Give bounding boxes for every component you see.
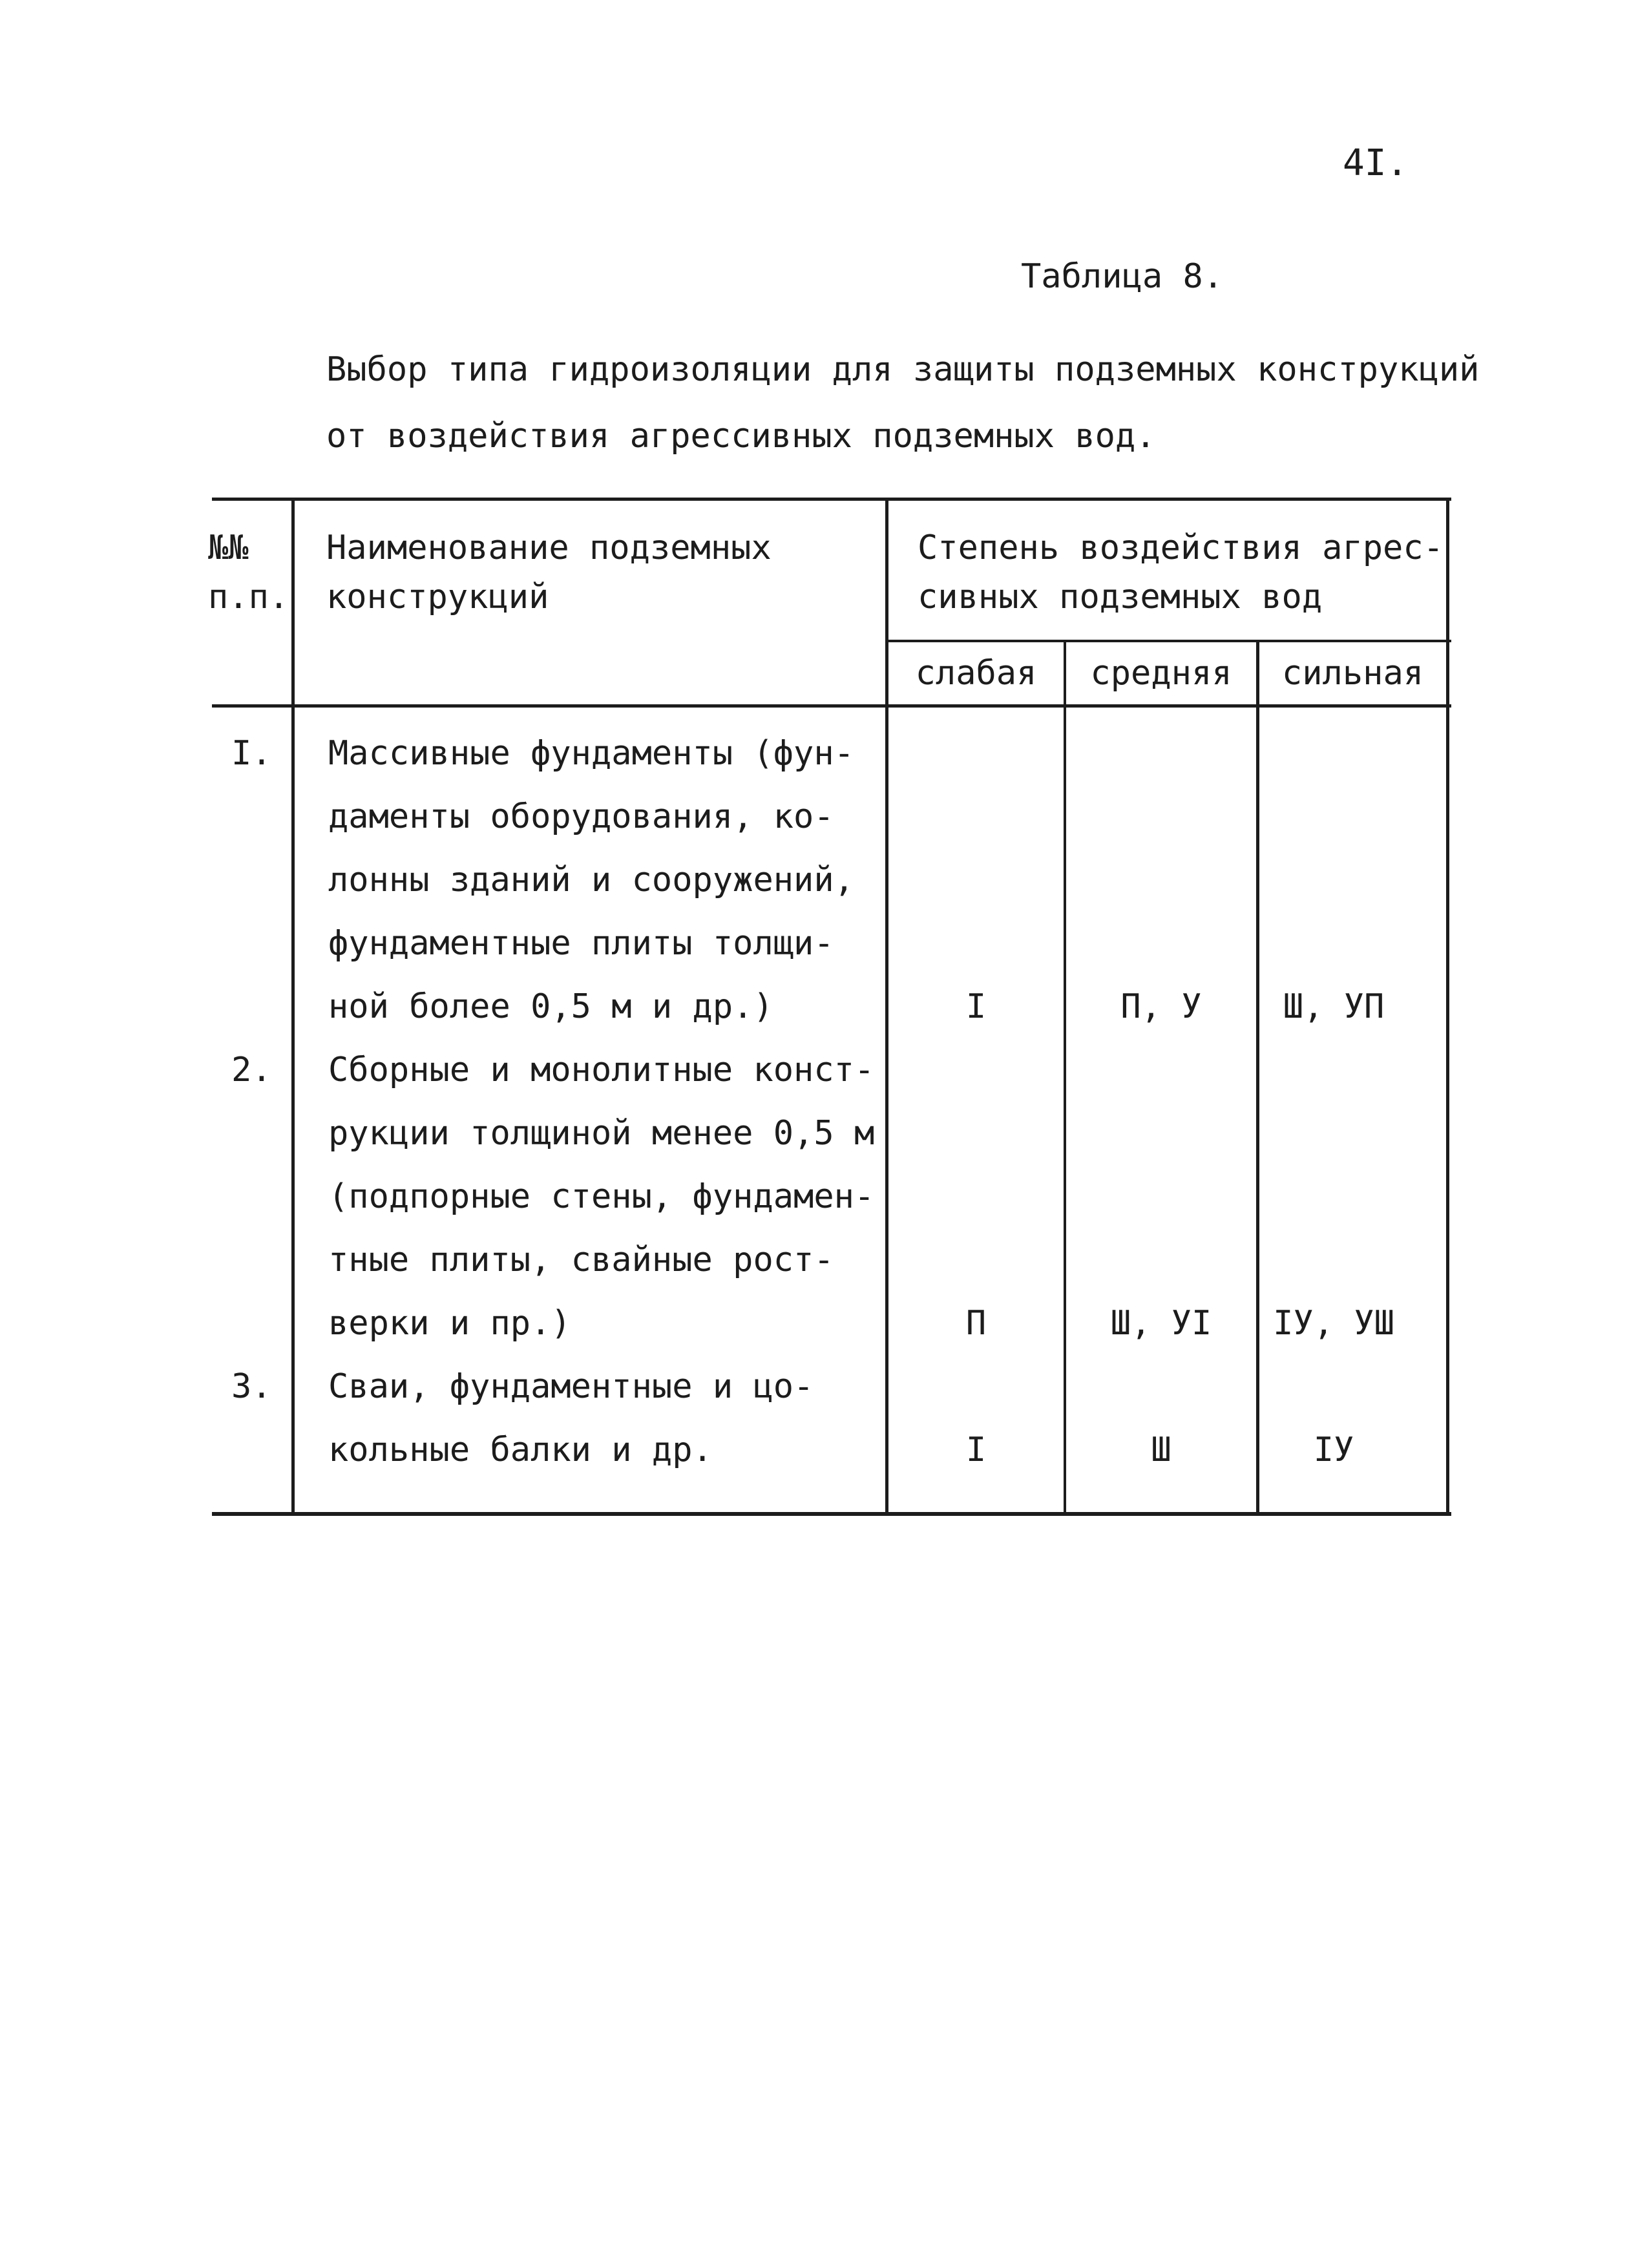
header-strong: сильная (1281, 654, 1424, 693)
weak-column-divider (1064, 640, 1066, 1515)
medium-value: Ш, УI (1110, 1304, 1212, 1343)
table-right-border (1446, 498, 1449, 1515)
row-name-line: ной более 0,5 м и др.) (328, 987, 773, 1026)
header-weak: слабая (915, 654, 1037, 693)
row-name-line: верки и пр.) (328, 1304, 571, 1343)
table-bottom-border (212, 1512, 1451, 1516)
row-name-line: Массивные фундаменты (фун- (328, 734, 854, 773)
header-bottom-border (212, 704, 1451, 708)
row-name-line: (подпорные стены, фундамен- (328, 1177, 875, 1216)
table-caption-line-1: Выбор типа гидроизоляции для защиты подземных конструкций (326, 350, 1480, 389)
table-caption-line-2: от воздействия агрессивных подземных вод. (326, 417, 1156, 456)
num-column-divider (291, 498, 295, 1515)
strong-value: IУ, УШ (1273, 1304, 1394, 1343)
weak-value: П (965, 1304, 987, 1343)
header-num-line-2: п.п. (208, 578, 289, 616)
row-name-line: рукции толщиной менее 0,5 м (328, 1114, 875, 1153)
medium-column-divider (1256, 640, 1259, 1515)
row-name-line: Сборные и монолитные конст- (328, 1051, 875, 1089)
table-top-border (212, 498, 1451, 501)
row-number: 3. (231, 1367, 272, 1406)
row-name-line: тные плиты, свайные рост- (328, 1241, 834, 1279)
strong-value: Ш, УП (1283, 987, 1385, 1026)
weak-value: I (965, 987, 987, 1026)
row-name-line: Сваи, фундаментные и цо- (328, 1367, 814, 1406)
header-medium: средняя (1090, 654, 1232, 693)
header-num-line-1: №№ (208, 529, 249, 567)
medium-value: Ш (1151, 1431, 1171, 1469)
medium-value: П, У (1120, 987, 1202, 1026)
strong-value: IУ (1313, 1431, 1354, 1469)
row-number: 2. (231, 1051, 272, 1089)
page-number: 4I. (1343, 142, 1409, 184)
header-degree-line-1: Степень воздействия агрес- (918, 529, 1444, 567)
header-name-line-1: Наименование подземных (326, 529, 772, 567)
row-name-line: лонны зданий и сооружений, (328, 861, 854, 899)
row-name-line: кольные балки и др. (328, 1431, 713, 1469)
header-name-line-2: конструкций (326, 578, 549, 616)
header-degree-line-2: сивных подземных вод (918, 578, 1323, 616)
degree-subheader-divider (887, 640, 1451, 642)
row-number: I. (231, 734, 272, 773)
row-name-line: даменты оборудования, ко- (328, 797, 834, 836)
weak-value: I (965, 1431, 987, 1469)
row-name-line: фундаментные плиты толщи- (328, 924, 834, 963)
table-label: Таблица 8. (1021, 257, 1224, 296)
